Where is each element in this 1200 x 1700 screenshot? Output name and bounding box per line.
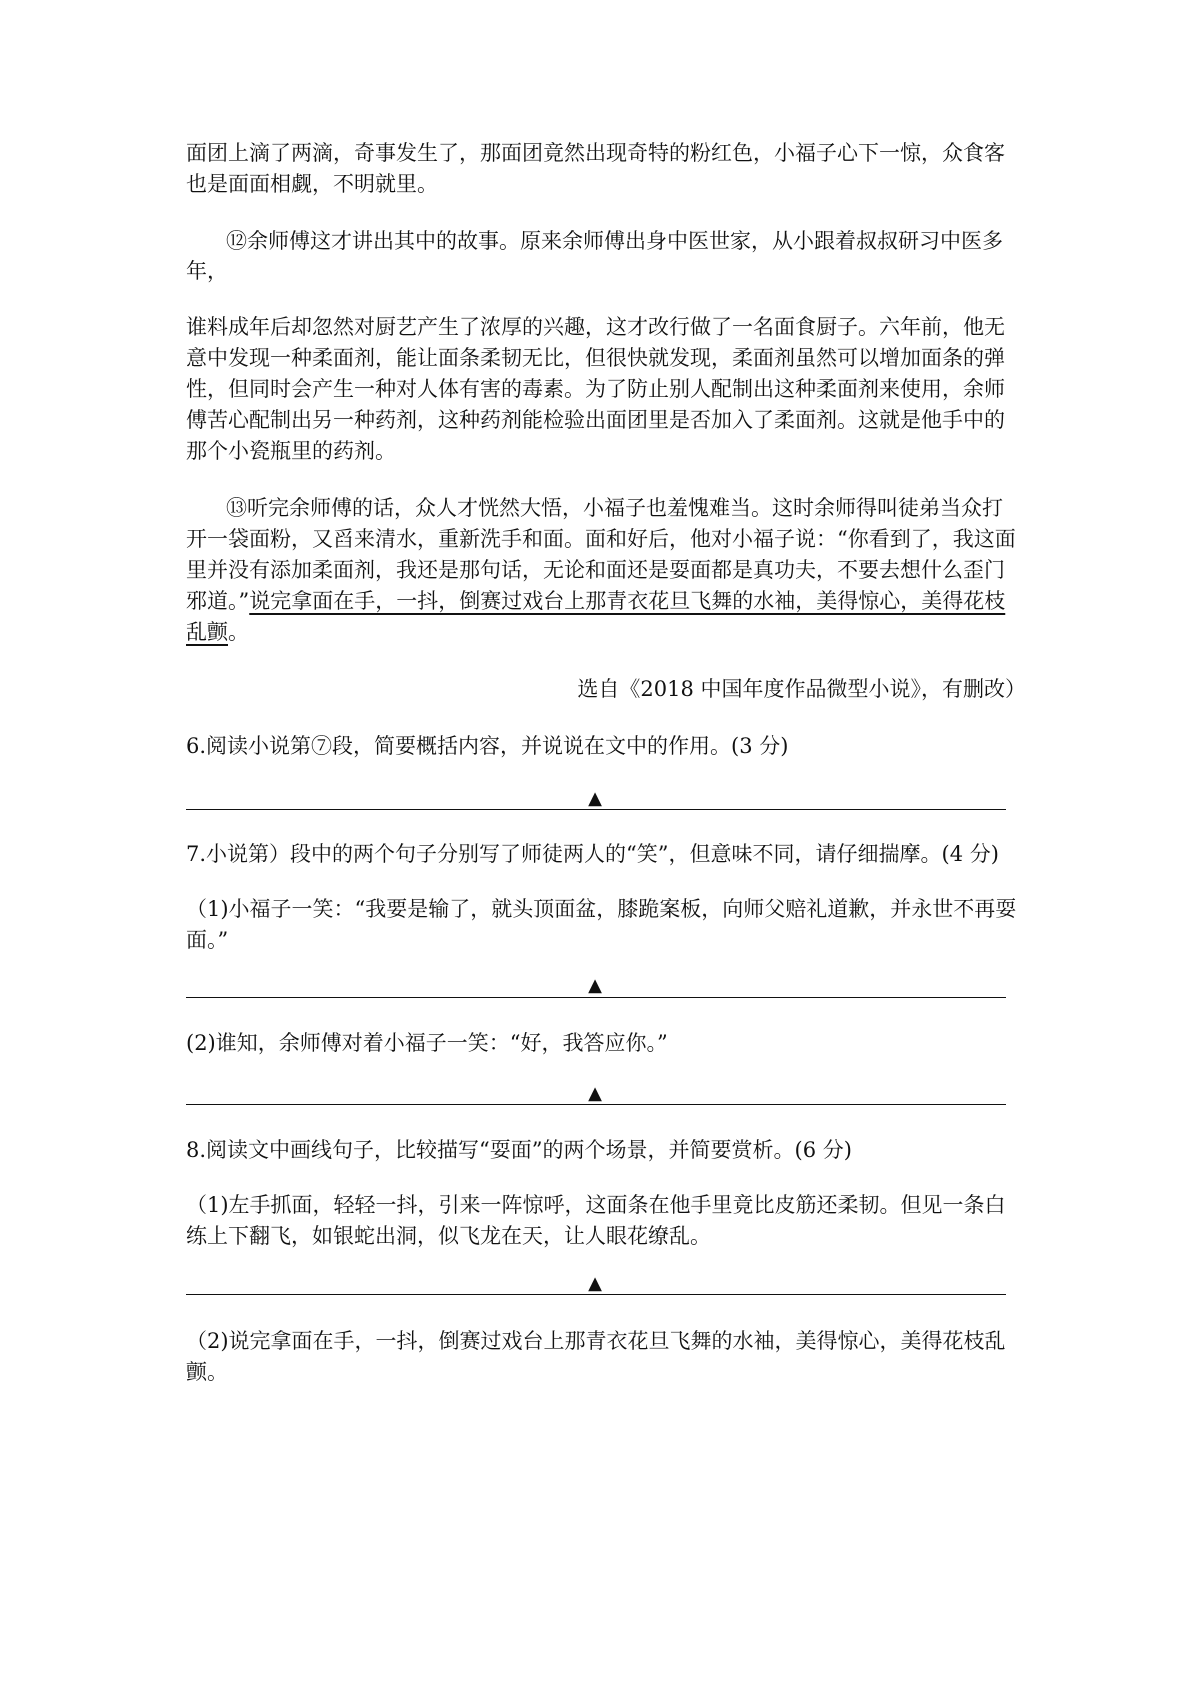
answer-line[interactable] [186, 997, 1006, 998]
underlined-sentence: 说完拿面在手，一抖，倒赛过戏台上那青衣花旦飞舞的水袖，美得惊心，美得花枝 [249, 589, 1006, 613]
story-line: 里并没有添加柔面剂，我还是那句话，无论和面还是耍面都是真功夫，不要去想什么歪门 [186, 558, 1005, 582]
answer-marker-icon: ▲ [588, 975, 602, 996]
question-8-part-2: （2)说完拿面在手，一抖，倒赛过戏台上那青衣花旦飞舞的水袖，美得惊心，美得花枝乱 [186, 1329, 1006, 1353]
question-7-part-1: 面。” [186, 928, 229, 952]
question-7-part-1: （1)小福子一笑：“我要是输了，就头顶面盆，膝跪案板，向师父赔礼道歉，并永世不再耍 [186, 897, 1017, 921]
story-line [186, 586, 1026, 616]
question-8-part-1: （1)左手抓面，轻轻一抖，引来一阵惊呼，这面条在他手里竟比皮筋还柔韧。但见一条白 [186, 1193, 1006, 1217]
story-line: 年， [186, 259, 228, 283]
question-8: 8.阅读文中画线句子，比较描写“耍面”的两个场景，并简要赏析。(6 分) [186, 1138, 852, 1162]
story-line: 面团上滴了两滴，奇事发生了，那面团竟然出现奇特的粉红色，小福子心下一惊，众食客 [186, 141, 1005, 165]
story-line: 意中发现一种柔面剂，能让面条柔韧无比，但很快就发现，柔面剂虽然可以增加面条的弹 [186, 346, 1005, 370]
question-8-part-2: 颤。 [186, 1360, 228, 1384]
question-8-part-1: 练上下翻飞，如银蛇出洞，似飞龙在天，让人眼花缭乱。 [186, 1224, 711, 1248]
question-7: 7.小说第）段中的两个句子分别写了师徒两人的“笑”，但意味不同，请仔细揣摩。(4 分) [186, 842, 999, 866]
answer-marker-icon: ▲ [588, 1083, 602, 1104]
answer-line[interactable] [186, 1104, 1006, 1105]
story-line [186, 617, 1026, 647]
answer-marker-icon: ▲ [588, 1273, 602, 1294]
answer-marker-icon: ▲ [588, 788, 602, 809]
story-text: 邪道。” [186, 589, 250, 613]
source-citation: 选自《2018 中国年度作品微型小说》，有删改） [577, 677, 1026, 701]
question-7-part-2: (2)谁知，余师傅对着小福子一笑：“好，我答应你。” [186, 1031, 668, 1055]
story-line: 傅苦心配制出另一种药剂，这种药剂能检验出面团里是否加入了柔面剂。这就是他手中的 [186, 408, 1005, 432]
story-line: 也是面面相觑，不明就里。 [186, 172, 438, 196]
underlined-sentence-end: 乱颤 [186, 620, 228, 644]
story-text: 。 [228, 620, 249, 644]
story-line: ⑬听完余师傅的话，众人才恍然大悟，小福子也羞愧难当。这时余师得叫徒弟当众打 [226, 496, 1003, 520]
answer-line[interactable] [186, 809, 1006, 810]
story-line: 谁料成年后却忽然对厨艺产生了浓厚的兴趣，这才改行做了一名面食厨子。六年前，他无 [186, 315, 1005, 339]
story-line: 那个小瓷瓶里的药剂。 [186, 439, 396, 463]
answer-line[interactable] [186, 1294, 1006, 1295]
story-line: ⑫余师傅这才讲出其中的故事。原来余师傅出身中医世家，从小跟着叔叔研习中医多 [226, 229, 1003, 253]
question-6: 6.阅读小说第⑦段，简要概括内容，并说说在文中的作用。(3 分) [186, 734, 789, 758]
story-line: 开一袋面粉，又舀来清水，重新洗手和面。面和好后，他对小福子说：“你看到了，我这面 [186, 527, 1016, 551]
story-line: 性，但同时会产生一种对人体有害的毒素。为了防止别人配制出这种柔面剂来使用，余师 [186, 377, 1005, 401]
